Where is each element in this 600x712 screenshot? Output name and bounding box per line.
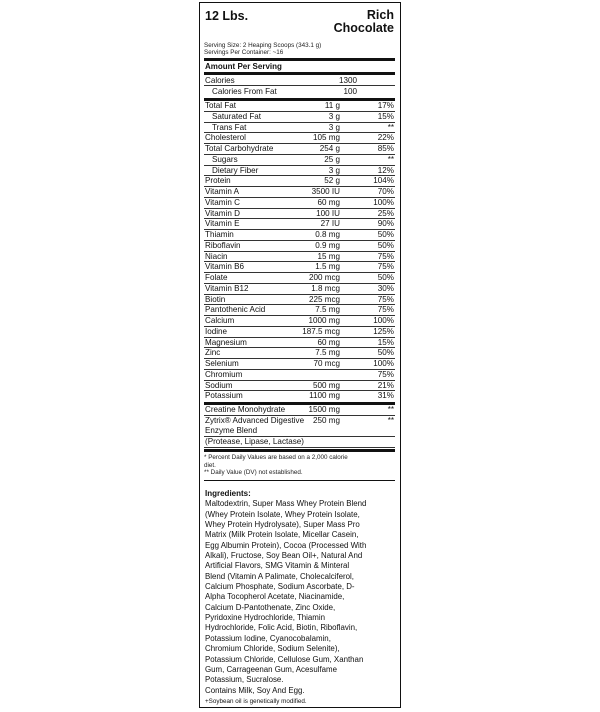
nutrient-name: Vitamin D bbox=[205, 208, 240, 218]
nutrient-name: Riboflavin bbox=[205, 240, 241, 250]
nutrient-row bbox=[204, 133, 395, 144]
ingredients-line: Hydrochloride, Folic Acid, Biotin, Riboflavin, bbox=[205, 623, 358, 633]
nutrient-row bbox=[204, 166, 395, 177]
nutrient-amount: 7.5 mg bbox=[315, 305, 340, 315]
nutrient-name: Folate bbox=[205, 273, 228, 283]
ingredients-section bbox=[205, 489, 397, 707]
nutrient-amount: 100 IU bbox=[316, 208, 340, 218]
ingredients-line: Potassium Iodine, Cyanocobalamin, bbox=[205, 633, 331, 643]
ingredients-line: Gum, Carrageenan Gum, Acesulfame bbox=[205, 664, 338, 674]
nutrient-name: Calcium bbox=[205, 316, 235, 326]
nutrient-name: Vitamin B12 bbox=[205, 283, 249, 293]
nutrient-amount: 3 g bbox=[328, 165, 340, 175]
nutrient-name: Saturated Fat bbox=[212, 111, 262, 121]
nutrient-amount: 225 mcg bbox=[308, 294, 340, 304]
nutrient-amount: 1.5 mg bbox=[315, 262, 340, 272]
nutrient-amount: 500 mg bbox=[313, 380, 340, 390]
divider-thick bbox=[204, 449, 395, 453]
nutrient-row bbox=[204, 359, 395, 370]
ingredients-line: Potassium Chloride, Cellulose Gum, Xanthan bbox=[205, 654, 364, 664]
serving-size: Serving Size: 2 Heaping Scoops (343.1 g) bbox=[204, 42, 322, 49]
nutrient-daily-value: 31% bbox=[377, 391, 394, 401]
nutrient-name: Niacin bbox=[205, 251, 228, 261]
nutrient-row bbox=[204, 219, 395, 230]
nutrient-name: Dietary Fiber bbox=[212, 165, 259, 175]
nutrient-row bbox=[204, 230, 395, 241]
enzyme-blend-amount: 250 mg bbox=[313, 415, 340, 425]
label-header bbox=[204, 7, 395, 38]
container-size: 12 Lbs. bbox=[205, 9, 249, 23]
nutrient-amount: 0.9 mg bbox=[315, 240, 340, 250]
ingredients-line: Potassium, Sucralose. bbox=[205, 675, 284, 685]
nutrient-amount: 1000 mg bbox=[308, 316, 340, 326]
nutrient-row bbox=[204, 381, 395, 392]
nutrient-amount: 15 mg bbox=[317, 251, 340, 261]
nutrient-row bbox=[204, 112, 395, 123]
nutrient-daily-value: 104% bbox=[373, 176, 394, 186]
ingredients-line: (Whey Protein Isolate, Whey Protein Isolate, bbox=[205, 509, 360, 519]
nutrient-amount: 0.8 mg bbox=[315, 230, 340, 240]
nutrient-daily-value: 100% bbox=[373, 316, 394, 326]
ingredients-line: Artificial Flavors, SMG Vitamin & Minteral bbox=[205, 561, 350, 571]
ingredients-title: Ingredients: bbox=[205, 489, 251, 498]
ingredients-line: Calcium D-Pantothenate, Zinc Oxide, bbox=[205, 602, 336, 612]
nutrient-amount: 60 mg bbox=[317, 197, 340, 207]
amount-per-serving-heading: Amount Per Serving bbox=[205, 62, 282, 72]
nutrient-row bbox=[204, 155, 395, 166]
nutrient-row bbox=[204, 348, 395, 359]
nutrient-name: Sodium bbox=[205, 380, 233, 390]
nutrient-amount: 60 mg bbox=[317, 337, 340, 347]
nutrient-daily-value: 50% bbox=[377, 240, 394, 250]
nutrient-daily-value: 75% bbox=[377, 305, 394, 315]
nutrient-amount: 70 mcg bbox=[313, 359, 340, 369]
nutrient-name: Selenium bbox=[205, 359, 239, 369]
ingredients-line: Whey Protein Hydrolysate), Super Mass Pro bbox=[205, 520, 360, 530]
flavor-line-1: Rich bbox=[366, 8, 394, 22]
creatine-name: Creatine Monohydrate bbox=[205, 404, 286, 414]
nutrient-row bbox=[204, 123, 395, 134]
nutrient-daily-value: 75% bbox=[377, 369, 394, 379]
nutrient-daily-value: 15% bbox=[377, 337, 394, 347]
nutrient-amount: 3500 IU bbox=[311, 187, 340, 197]
calories-from-fat-row bbox=[204, 86, 395, 97]
nutrient-row bbox=[204, 273, 395, 284]
nutrient-daily-value: ** bbox=[387, 154, 394, 164]
nutrient-daily-value: 90% bbox=[377, 219, 394, 229]
ingredients-line: Egg Albumin Protein), Cocoa (Processed With bbox=[205, 540, 367, 550]
nutrition-label bbox=[199, 2, 401, 708]
nutrient-name: Magnesium bbox=[205, 337, 247, 347]
nutrient-amount: 1100 mg bbox=[309, 391, 340, 401]
ingredients-line: Calcium Phosphate, Sodium Ascorbate, D- bbox=[205, 582, 355, 592]
gmo-note: +Soybean oil is genetically modified. bbox=[205, 697, 307, 705]
nutrient-daily-value: 50% bbox=[377, 230, 394, 240]
enzyme-blend-name-line-1: Zytrix® Advanced Digestive bbox=[205, 415, 305, 425]
nutrient-row bbox=[204, 144, 395, 155]
nutrient-name: Iodine bbox=[205, 326, 228, 336]
flavor-name bbox=[334, 9, 394, 35]
nutrient-row bbox=[204, 327, 395, 338]
nutrient-amount: 11 g bbox=[324, 101, 340, 111]
nutrient-name: Sugars bbox=[212, 154, 238, 164]
ingredients-line: Matrix (Milk Protein Isolate, Micellar Casein, bbox=[205, 530, 359, 540]
nutrient-amount: 3 g bbox=[328, 122, 340, 132]
nutrient-amount: 187.5 mcg bbox=[302, 326, 340, 336]
nutrient-daily-value: 12% bbox=[377, 165, 394, 175]
nutrient-name: Vitamin E bbox=[205, 219, 240, 229]
nutrient-amount: 3 g bbox=[328, 111, 340, 121]
nutrient-amount: 7.5 mg bbox=[315, 348, 340, 358]
nutrient-daily-value: 50% bbox=[377, 273, 394, 283]
nutrient-daily-value: 75% bbox=[377, 262, 394, 272]
nutrient-row bbox=[204, 241, 395, 252]
footnote-line-3: ** Daily Value (DV) not established. bbox=[204, 469, 303, 477]
ingredients-line: Pyridoxine Hydrochloride, Thiamin bbox=[205, 613, 326, 623]
nutrient-name: Total Fat bbox=[205, 101, 237, 111]
allergen-statement: Contains Milk, Soy And Egg. bbox=[205, 685, 305, 695]
nutrient-row bbox=[204, 176, 395, 187]
footnotes bbox=[204, 454, 395, 477]
ingredients-line: Alpha Tocopherol Acetate, Niacinamide, bbox=[205, 592, 345, 602]
nutrient-amount: 100 bbox=[343, 86, 357, 96]
nutrient-amount: 1300 bbox=[338, 75, 357, 85]
nutrient-row bbox=[204, 198, 395, 209]
enzyme-blend-row bbox=[204, 416, 395, 437]
nutrient-row bbox=[204, 295, 395, 306]
nutrient-daily-value: 100% bbox=[373, 359, 394, 369]
nutrient-amount: 105 mg bbox=[313, 133, 340, 143]
nutrient-row bbox=[204, 187, 395, 198]
nutrient-name: Potassium bbox=[205, 391, 243, 401]
nutrient-name: Calories bbox=[205, 75, 235, 85]
calories-row bbox=[204, 75, 395, 86]
nutrient-daily-value: 25% bbox=[377, 208, 394, 218]
nutrient-name: Trans Fat bbox=[212, 122, 247, 132]
supplement-facts-panel bbox=[204, 7, 395, 481]
nutrient-daily-value: 75% bbox=[377, 294, 394, 304]
nutrient-name: Thiamin bbox=[205, 230, 234, 240]
enzyme-blend-dv: ** bbox=[387, 415, 394, 425]
nutrient-row bbox=[204, 316, 395, 327]
nutrient-name: Biotin bbox=[205, 294, 226, 304]
nutrient-name: Chromium bbox=[205, 369, 243, 379]
nutrient-daily-value: 22% bbox=[377, 133, 394, 143]
nutrient-name: Vitamin B6 bbox=[205, 262, 244, 272]
creatine-amount: 1500 mg bbox=[308, 404, 340, 414]
nutrient-amount: 254 g bbox=[319, 144, 340, 154]
nutrient-name: Vitamin A bbox=[205, 187, 240, 197]
enzyme-blend-detail: (Protease, Lipase, Lactase) bbox=[204, 437, 395, 448]
nutrient-daily-value: 21% bbox=[377, 380, 394, 390]
ingredients-list bbox=[205, 499, 397, 685]
creatine-row bbox=[204, 405, 395, 416]
nutrient-daily-value: 50% bbox=[377, 348, 394, 358]
nutrient-row bbox=[204, 209, 395, 220]
nutrient-daily-value: 85% bbox=[377, 144, 394, 154]
divider-thin bbox=[204, 480, 395, 481]
nutrient-table bbox=[204, 101, 395, 402]
nutrient-name: Total Carbohydrate bbox=[205, 144, 274, 154]
ingredients-line: Blend (Vitamin A Palimate, Cholecalciferol, bbox=[205, 571, 354, 581]
nutrient-daily-value: 125% bbox=[373, 326, 394, 336]
nutrient-name: Cholesterol bbox=[205, 133, 246, 143]
nutrient-name: Calories From Fat bbox=[212, 86, 277, 96]
nutrient-row bbox=[204, 338, 395, 349]
nutrient-amount: 27 IU bbox=[320, 219, 340, 229]
ingredients-line: Chromium Chloride, Sodium Selenite), bbox=[205, 644, 340, 654]
nutrient-amount: 200 mcg bbox=[308, 273, 340, 283]
nutrient-daily-value: 15% bbox=[377, 111, 394, 121]
nutrient-name: Pantothenic Acid bbox=[205, 305, 266, 315]
nutrient-row bbox=[204, 252, 395, 263]
nutrient-daily-value: 17% bbox=[377, 101, 394, 111]
nutrient-row bbox=[204, 305, 395, 316]
nutrient-row bbox=[204, 370, 395, 381]
nutrient-amount: 52 g bbox=[324, 176, 340, 186]
nutrient-name: Protein bbox=[205, 176, 231, 186]
calories-section bbox=[204, 75, 395, 97]
nutrient-name: Zinc bbox=[205, 348, 221, 358]
nutrient-row bbox=[204, 391, 395, 402]
nutrient-daily-value: 70% bbox=[377, 187, 394, 197]
nutrient-daily-value: 30% bbox=[377, 283, 394, 293]
ingredients-line: Maltodextrin, Super Mass Whey Protein Blend bbox=[205, 499, 367, 509]
servings-per-container: Servings Per Container: ~16 bbox=[204, 49, 284, 57]
enzyme-blend-name-line-2: Enzyme Blend bbox=[205, 426, 258, 436]
nutrient-row bbox=[204, 101, 395, 112]
nutrient-daily-value: 100% bbox=[373, 197, 394, 207]
footnote-line-2: diet. bbox=[204, 461, 216, 469]
footnote-line-1: * Percent Daily Values are based on a 2,000 calorie bbox=[204, 454, 348, 462]
serving-info bbox=[204, 42, 395, 57]
nutrient-daily-value: ** bbox=[387, 122, 394, 132]
nutrient-amount: 1.8 mcg bbox=[311, 283, 340, 293]
nutrient-amount: 25 g bbox=[324, 154, 340, 164]
ingredients-line: Alkali), Fructose, Soy Bean Oil+, Natural And bbox=[205, 551, 363, 561]
nutrient-name: Vitamin C bbox=[205, 197, 240, 207]
nutrient-row bbox=[204, 284, 395, 295]
nutrient-row bbox=[204, 262, 395, 273]
nutrient-daily-value: 75% bbox=[377, 251, 394, 261]
creatine-dv: ** bbox=[387, 404, 394, 414]
flavor-line-2: Chocolate bbox=[333, 21, 394, 35]
